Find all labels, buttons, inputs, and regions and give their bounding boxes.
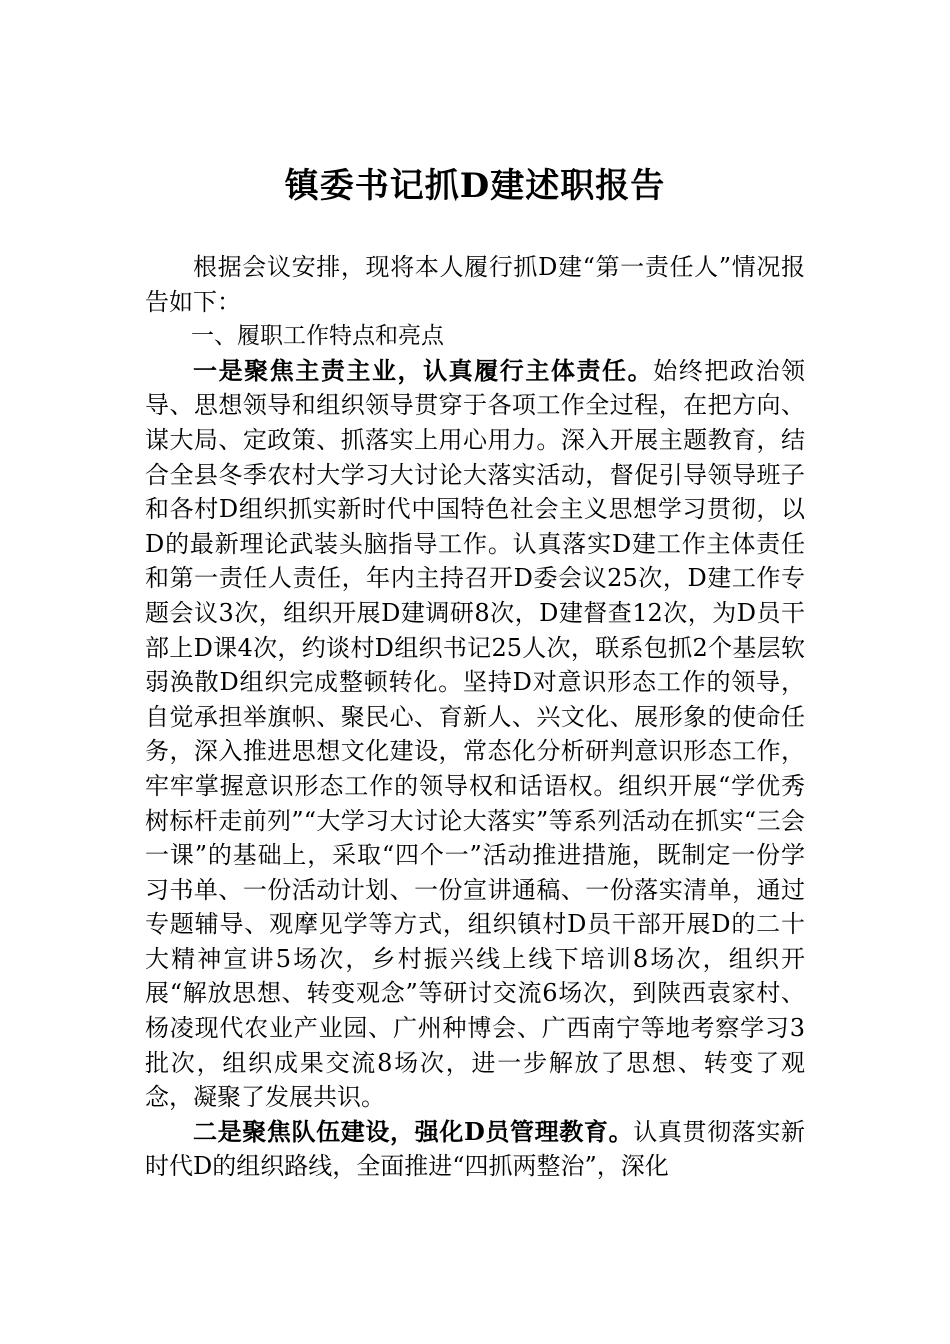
paragraph-2-lead: 二是聚焦队伍建设，强化D员管理教育。 xyxy=(193,1116,634,1146)
paragraph-2 xyxy=(145,1115,805,1184)
paragraph-1 xyxy=(145,354,805,1115)
paragraph-1-lead: 一是聚焦主责主业，认真履行主体责任。 xyxy=(193,355,654,385)
paragraph-1-text: 始终把政治领导、思想领导和组织领导贯穿于各项工作全过程，在把方向、谋大局、定政策、抓落实上用心用力。深入开展主题教育，结合全县冬季农村大学习大讨论大落实活动，督促引导领导班子和各村D组织抓实新时代中国特色社会主义思想学习贯彻，以D的最新理论武装头脑指导工作。认真落实D建工作主体责任和第一责任人责任，年内主持召开D委会议25次，D建工作专题会议3次，组织开展D建调研8次，D建督查12次，为D员干部上D课4次，约谈村D组织书记25人次，联系包抓2个基层软弱涣散D组织完成整顿转化。坚持D对意识形态工作的领导，自觉承担举旗帜、聚民心、育新人、兴文化、展形象的使命任务，深入推进思想文化建设，常态化分析研判意识形态工作，牢牢掌握意识形态工作的领导权和话语权。组织开展“学优秀树标杆走前列”“大学习大讨论大落实”等系列活动在抓实“三会一课”的基础上，采取“四个一”活动推进措施，既制定一份学习书单、一份活动计划、一份宣讲通稿、一份落实清单，通过专题辅导、观摩见学等方式，组织镇村D员干部开展D的二十大精神宣讲5场次，乡村振兴线上线下培训8场次，组织开展“解放思想、转变观念”等研讨交流6场次，到陕西袁家村、杨凌现代农业产业园、广州种博会、广西南宁等地考察学习3批次，组织成果交流8场次，进一步解放了思想、转变了观念，凝聚了发展共识。 xyxy=(145,356,806,1112)
section-heading: 一、履职工作特点和亮点 xyxy=(191,323,444,350)
intro-paragraph: 根据会议安排，现将本人履行抓D建“第一责任人”情况报告如下： xyxy=(145,253,805,316)
document-title: 镇委书记抓D建述职报告 xyxy=(284,166,666,206)
document-body xyxy=(145,250,805,1184)
paragraph-2-text: 认真贯彻落实新时代D的组织路线，全面推进“四抓两整治”，深化 xyxy=(145,1117,805,1181)
